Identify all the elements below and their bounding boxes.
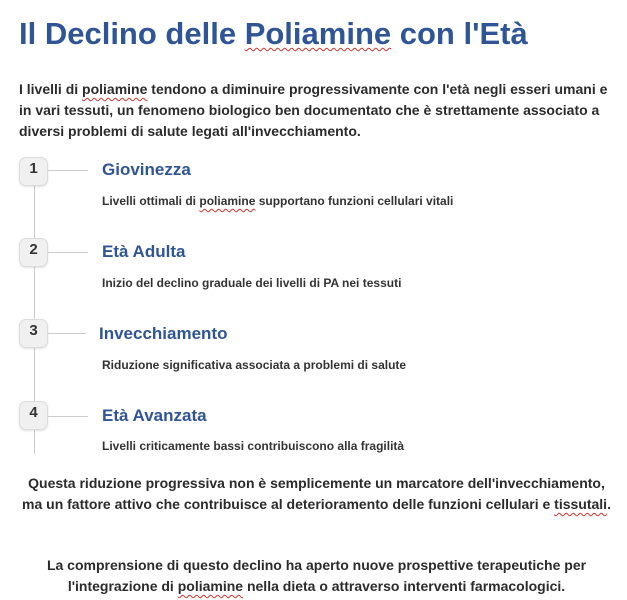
step-1-badge: 1 [19,157,48,186]
step-2-connector [48,252,88,253]
step-4-connector [48,416,88,417]
closing-2-text-end: nella dieta o attraverso interventi farmacologici. [243,578,566,594]
step-2-badge: 2 [19,238,48,267]
step-1-connector [48,170,88,171]
intro-highlight: poliamine [82,81,148,97]
step-1-desc-start: Livelli ottimali di [102,194,200,208]
page-title-prefix: Il Declino delle [19,16,245,51]
page-title-suffix: con l'Età [391,16,528,51]
step-2-description: Inizio del declino graduale dei livelli di PA nei tessuti [102,276,402,290]
step-1-title: Giovinezza [102,160,191,179]
closing-1-highlight: tissutali [554,496,608,512]
step-1-desc-end: supportano funzioni cellulari vitali [255,194,454,208]
closing-2-text-start: La comprensione di questo declino ha aperto nuove prospettive terapeutiche per l'integrazione di [46,557,587,594]
closing-1-text-end: . [607,496,611,512]
intro-text-end: tendono a diminuire progressivamente con l'età negli esseri umani e in vari tessuti, un fenomeno biologico ben documentato che è strettamente associato a diversi problemi di salute legati all'invecchiamento. [19,81,608,139]
step-3-badge: 3 [19,319,48,348]
step-1-desc-highlight: poliamine [199,194,256,208]
closing-paragraph-1 [19,473,614,515]
page-title-highlight: Poliamine [244,16,392,51]
step-4-badge: 4 [19,401,48,430]
step-4-description: Livelli criticamente bassi contribuiscono alla fragilità [102,439,405,453]
closing-paragraph-2 [19,555,614,597]
step-3-title: Invecchiamento [99,324,228,343]
step-1-description [102,193,453,209]
closing-1-text-start: Questa riduzione progressiva non è semplicemente un marcatore dell'invecchiamento, ma un fattore attivo che contribuisce al deterioramento delle funzioni cellulari e [22,475,605,512]
closing-2-highlight: poliamine [177,578,244,594]
intro-text-start: I livelli di [19,81,83,97]
step-3-connector [48,333,86,334]
step-3-description: Riduzione significativa associata a problemi di salute [102,358,407,372]
step-4-title: Età Avanzata [102,406,207,425]
step-2-title: Età Adulta [102,242,186,261]
